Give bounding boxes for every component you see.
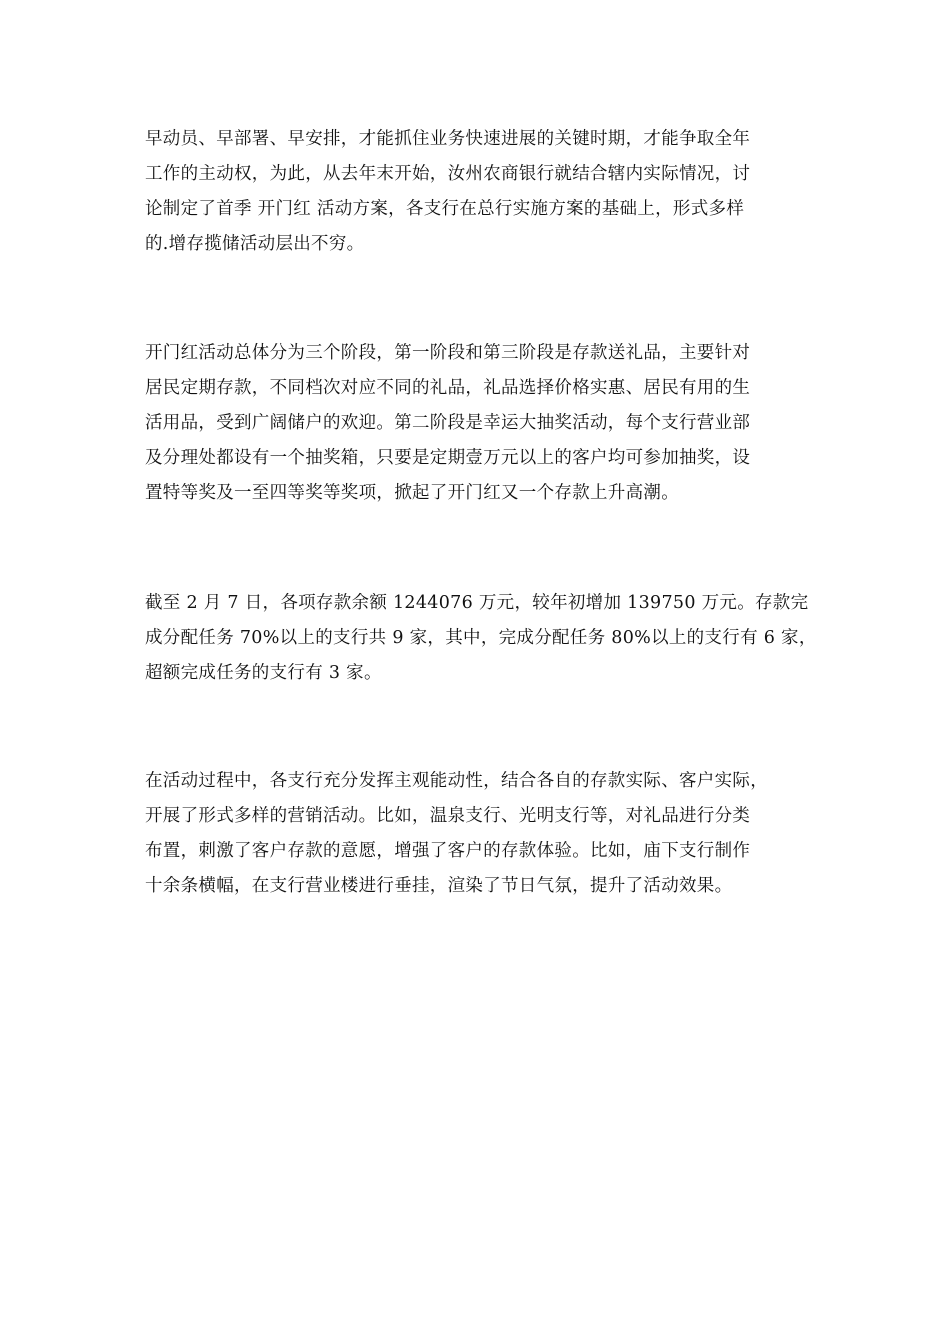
paragraph-early-mobilization — [145, 122, 815, 262]
text-line: 工作的主动权，为此，从去年末开始，汝州农商银行就结合辖内实际情况，讨 — [145, 164, 751, 184]
text-line: 早动员、早部署、早安排，才能抓住业务快速进展的关键时期，才能争取全年 — [145, 129, 751, 149]
text-line: 居民定期存款，不同档次对应不同的礼品，礼品选择价格实惠、居民有用的生 — [145, 378, 751, 398]
text-line: 置特等奖及一至四等奖等奖项，掀起了开门红又一个存款上升高潮。 — [145, 483, 679, 503]
text-line: 的.增存揽储活动层出不穷。 — [145, 234, 365, 254]
text-line: 在活动过程中，各支行充分发挥主观能动性，结合各自的存款实际、客户实际， — [145, 771, 768, 791]
text-line: 十余条横幅，在支行营业楼进行垂挂，渲染了节日气氛，提升了活动效果。 — [145, 876, 733, 896]
text-line: 开门红活动总体分为三个阶段，第一阶段和第三阶段是存款送礼品，主要针对 — [145, 343, 751, 363]
text-line: 截至 2 月 7 日，各项存款余额 1244076 万元，较年初增加 139750 万元。存款完 — [145, 593, 809, 613]
text-line: 成分配任务 70%以上的支行共 9 家，其中，完成分配任务 80%以上的支行有 6 家， — [145, 628, 817, 648]
text-line: 开展了形式多样的营销活动。比如，温泉支行、光明支行等，对礼品进行分类 — [145, 806, 751, 826]
paragraph-activity-stages — [145, 336, 815, 511]
text-line: 超额完成任务的支行有 3 家。 — [145, 663, 382, 683]
text-line: 及分理处都设有一个抽奖箱，只要是定期壹万元以上的客户均可参加抽奖，设 — [145, 448, 751, 468]
text-line: 布置，刺激了客户存款的意愿，增强了客户的存款体验。比如，庙下支行制作 — [145, 841, 751, 861]
text-line: 论制定了首季 开门红 活动方案，各支行在总行实施方案的基础上，形式多样 — [145, 199, 745, 219]
paragraph-marketing-activities — [145, 764, 815, 904]
paragraph-deposit-results — [145, 586, 815, 691]
text-line: 活用品，受到广阔储户的欢迎。第二阶段是幸运大抽奖活动，每个支行营业部 — [145, 413, 751, 433]
